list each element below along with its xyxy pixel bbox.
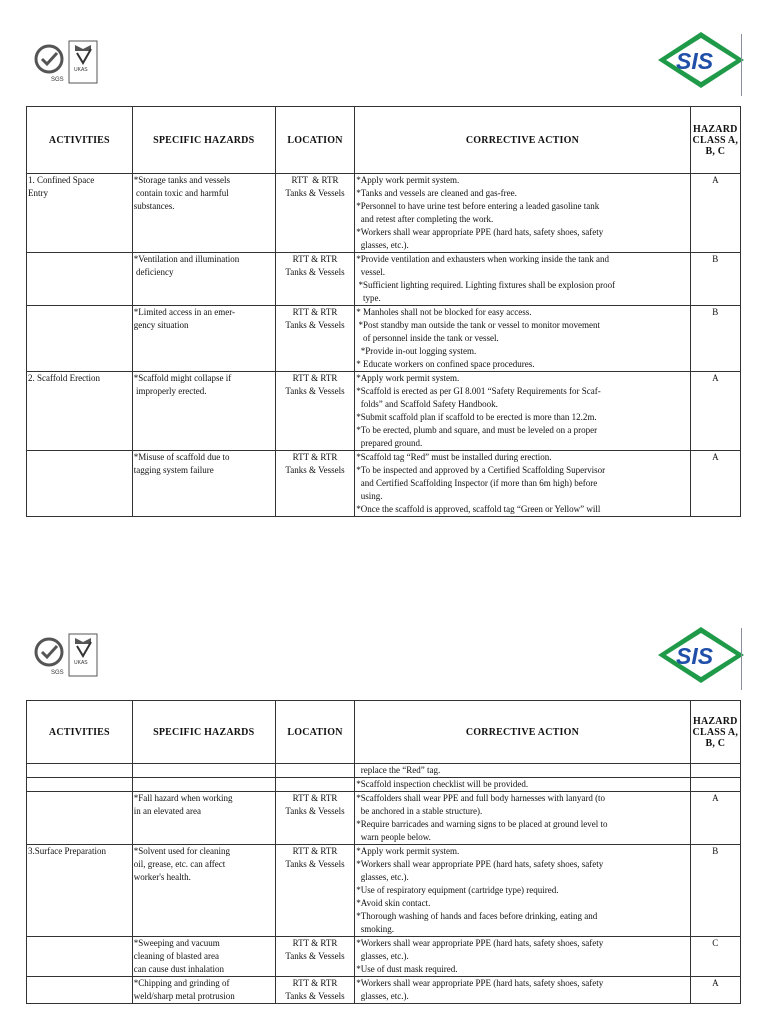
col-specific-hazards: SPECIFIC HAZARDS [132,107,275,174]
col-specific-hazards: SPECIFIC HAZARDS [132,701,275,764]
hazard-class-line: B, C [705,145,726,157]
hazard-cell [132,451,275,517]
hazard-cell-line: *Sweeping and vacuum [133,938,220,948]
hazard-class-line: HAZARD [693,123,738,135]
hazard-cell-line: gency situation [133,320,189,330]
hazard-class-line: HAZARD [693,715,738,727]
corrective-action-cell-line: *Thorough washing of hands and faces before drinking, eating and [356,911,598,921]
activity-cell-line: 3.Surface Preparation [28,846,106,856]
hazard-cell-line: cleaning of blasted area [133,951,219,961]
location-cell-line: Tanks & Vessels [285,806,345,816]
corrective-action-cell-line: *Provide in-out logging system. [356,346,477,356]
hazard-cell [132,253,275,306]
activity-cell [27,372,133,451]
header-rule [741,34,742,96]
corrective-action-cell-line: * Educate workers on confined space procedures. [356,359,535,369]
corrective-action-cell-line: glasses, etc.). [356,951,409,961]
activity-cell-line: 2. Scaffold Erection [28,373,101,383]
corrective-action-cell-line: *Workers shall wear appropriate PPE (hard hats, safety shoes, safety [356,978,604,988]
activity-cell [27,451,133,517]
corrective-action-cell-line: and Certified Scaffolding Inspector (if more than 6m high) before [356,478,598,488]
corrective-action-cell [355,174,690,253]
corrective-action-cell-line: *To be erected, plumb and square, and must be leveled on a proper [356,425,598,435]
corrective-action-cell-line: warn people below. [356,832,431,842]
continuation-text: replace the “Red” tag. [356,765,441,775]
certification-logo [33,39,101,85]
hazard-class-cell [690,845,740,937]
hazard-cell-line: *Misuse of scaffold due to [133,452,230,462]
ukas-text: UKAS [74,67,88,73]
activity-cell [27,778,133,792]
hazard-cell-line: contain toxic and harmful [133,188,229,198]
activity-cell [27,174,133,253]
hazard-class-line: CLASS A, [692,726,739,738]
hazard-class-cell [690,937,740,977]
location-cell-line: Tanks & Vessels [285,859,345,869]
location-cell [275,792,355,845]
sgs-text: SGS [51,77,64,83]
table-row [27,792,741,845]
location-cell [275,845,355,937]
corrective-action-cell-line: *Use of dust mask required. [356,964,458,974]
hazard-class-cell [690,451,740,517]
hazard-cell [132,372,275,451]
hazard-cell [132,778,275,792]
location-cell-line: RTT & RTR [292,452,338,462]
corrective-action-cell-line: *Workers shall wear appropriate PPE (hard hats, safety shoes, safety [356,938,604,948]
col-location: LOCATION [275,701,355,764]
location-cell-line: RTT & RTR [292,938,338,948]
hazard-class-line: B, C [705,737,726,749]
corrective-action-cell [355,845,690,937]
table-row [27,372,741,451]
location-cell-line: RTT & RTR [292,793,338,803]
table-row [27,253,741,306]
corrective-action-cell-line: glasses, etc.). [356,991,409,1001]
hazard-cell-line: oil, grease, etc. can affect [133,859,226,869]
hazard-cell-line: tagging system failure [133,465,214,475]
hazard-class-cell-value: A [712,175,719,185]
corrective-action-cell [355,451,690,517]
ukas-text: UKAS [74,660,88,666]
hazard-class-cell-value: B [712,846,719,856]
corrective-action-cell-line: *Tanks and vessels are cleaned and gas-free. [356,188,517,198]
table-header-row [27,701,741,764]
table-row [27,937,741,977]
location-cell-line: RTT & RTR [292,846,338,856]
sgs-text: SGS [51,670,64,676]
location-cell [275,977,355,1004]
corrective-action-cell-line: *Workers shall wear appropriate PPE (hard hats, safety shoes, safety [356,227,604,237]
activity-cell [27,845,133,937]
corrective-action-cell-line: smoking. [356,924,395,934]
hazard-cell-line: substances. [133,201,175,211]
location-cell-line: Tanks & Vessels [285,386,345,396]
location-cell-line: RTT & RTR [292,978,338,988]
corrective-action-cell [355,778,690,792]
hazard-cell-line: *Scaffold might collapse if [133,373,232,383]
sis-logo-text: SIS [676,48,714,74]
activity-cell-line: 1. Confined Space [28,175,95,185]
corrective-action-cell [355,937,690,977]
activity-cell [27,937,133,977]
corrective-action-cell-line: *Require barricades and warning signs to be placed at ground level to [356,819,608,829]
corrective-action-cell-line: using. [356,491,383,501]
hazard-cell-line: *Ventilation and illumination [133,254,240,264]
hazard-class-cell [690,174,740,253]
hazard-cell [132,977,275,1004]
corrective-action-cell-line: and retest after completing the work. [356,214,494,224]
location-cell-line: RTT & RTR [291,175,339,185]
activity-cell [27,253,133,306]
hazard-class-line: CLASS A, [692,134,739,146]
table-row [27,778,741,792]
corrective-action-cell-line: *Submit scaffold plan if scaffold to be erected is more than 12.2m. [356,412,597,422]
hazard-class-cell-value: A [712,373,719,383]
location-cell-line: RTT & RTR [292,307,338,317]
table-row [27,845,741,937]
corrective-action-cell-line: *Post standby man outside the tank or vessel to monitor movement [356,320,601,330]
hazard-class-cell-value: B [712,254,719,264]
corrective-action-cell-line: *Scaffold is erected as per GI 8.001 “Safety Requirements for Scaf- [356,386,601,396]
hazard-cell [132,174,275,253]
hazard-class-cell-value: C [712,938,719,948]
col-corrective-action: CORRECTIVE ACTION [355,701,690,764]
corrective-action-cell [355,372,690,451]
table-row [27,451,741,517]
hazard-class-cell [690,778,740,792]
corrective-action-cell-line: prepared ground. [356,438,423,448]
hazard-cell-line: improperly erected. [133,386,207,396]
table-row [27,174,741,253]
hazard-cell-line: *Chipping and grinding of [133,978,230,988]
hazard-cell-line: *Limited access in an emer- [133,307,236,317]
sis-logo [656,30,746,90]
corrective-action-cell-line: of personnel inside the tank or vessel. [356,333,499,343]
corrective-action-cell-line: *Scaffolders shall wear PPE and full body harnesses with lanyard (to [356,793,606,803]
hazard-class-cell-value: B [712,307,719,317]
corrective-action-cell-line: vessel. [356,267,386,277]
hazard-cell-line: deficiency [133,267,174,277]
corrective-action-cell-line: *Apply work permit system. [356,373,460,383]
col-hazard-class [690,107,740,174]
corrective-action-cell-line: *To be inspected and approved by a Certified Scaffolding Supervisor [356,465,606,475]
activity-cell [27,306,133,372]
corrective-action-cell [355,792,690,845]
corrective-action-cell-line: glasses, etc.). [356,240,409,250]
corrective-action-cell-line: *Scaffold tag “Red” must be installed during erection. [356,452,552,462]
corrective-action-cell [355,253,690,306]
corrective-action-cell-line: *Once the scaffold is approved, scaffold tag “Green or Yellow” will [356,504,601,514]
location-cell [275,451,355,517]
corrective-action-cell-line: * Manholes shall not be blocked for easy access. [356,307,532,317]
corrective-action-cell-line: *Use of respiratory equipment (cartridge type) required. [356,885,559,895]
hazard-class-cell-value: A [712,452,719,462]
location-cell [275,253,355,306]
header-rule [741,628,742,690]
document-page-2 [0,600,768,1024]
col-location: LOCATION [275,107,355,174]
location-cell-line: Tanks & Vessels [285,991,345,1001]
col-corrective-action: CORRECTIVE ACTION [355,107,690,174]
activity-cell-line: Entry [28,188,48,198]
sis-logo [656,625,746,685]
hazard-cell-line: worker's health. [133,872,191,882]
hazard-cell [132,792,275,845]
col-activities: ACTIVITIES [27,107,133,174]
location-cell-line: RTT & RTR [292,254,338,264]
corrective-action-cell-line: *Apply work permit system. [356,846,460,856]
hazard-class-cell-value: A [712,793,719,803]
location-cell-line: Tanks & Vessels [285,320,345,330]
corrective-action-cell-line: *Scaffold inspection checklist will be provided. [356,779,529,789]
hazard-class-cell [690,372,740,451]
corrective-action-cell-line: *Avoid skin contact. [356,898,431,908]
hazard-table-page-2 [26,700,741,1004]
hazard-class-cell [690,253,740,306]
corrective-action-cell-line: *Apply work permit system. [356,175,460,185]
location-cell-line: RTT & RTR [292,373,338,383]
location-cell [275,778,355,792]
corrective-action-cell [355,977,690,1004]
hazard-cell [132,937,275,977]
certification-logo [33,632,101,678]
hazard-table-page-1 [26,106,741,517]
col-hazard-class [690,701,740,764]
hazard-class-cell [690,977,740,1004]
hazard-cell-line: *Solvent used for cleaning [133,846,230,856]
sis-logo-text: SIS [676,643,714,669]
continuation-row [27,764,741,778]
corrective-action-cell-line: folds” and Scaffold Safety Handbook. [356,399,498,409]
corrective-action-cell-line: type. [356,293,381,303]
corrective-action-cell [355,306,690,372]
location-cell [275,174,355,253]
hazard-class-cell [690,792,740,845]
location-cell-line: Tanks & Vessels [285,267,345,277]
corrective-action-cell-line: glasses, etc.). [356,872,409,882]
corrective-action-cell-line: *Workers shall wear appropriate PPE (hard hats, safety shoes, safety [356,859,604,869]
location-cell [275,372,355,451]
hazard-cell [132,306,275,372]
table-row [27,306,741,372]
corrective-action-cell-line: *Provide ventilation and exhausters when working inside the tank and [356,254,609,264]
location-cell-line: Tanks & Vessels [285,188,345,198]
location-cell [275,937,355,977]
hazard-class-cell [690,306,740,372]
location-cell-line: Tanks & Vessels [285,465,345,475]
activity-cell [27,792,133,845]
hazard-cell-line: weld/sharp metal protrusion [133,991,235,1001]
table-header-row [27,107,741,174]
table-row [27,977,741,1004]
location-cell [275,306,355,372]
corrective-action-cell-line: *Sufficient lighting required. Lighting fixtures shall be explosion proof [356,280,616,290]
hazard-cell-line: *Storage tanks and vessels [133,175,230,185]
hazard-cell-line: can cause dust inhalation [133,964,224,974]
col-activities: ACTIVITIES [27,701,133,764]
corrective-action-cell-line: be anchored in a stable structure). [356,806,483,816]
hazard-class-cell-value: A [712,978,719,988]
hazard-cell-line: *Fall hazard when working [133,793,233,803]
activity-cell [27,977,133,1004]
hazard-cell-line: in an elevated area [133,806,201,816]
corrective-action-cell-line: *Personnel to have urine test before entering a leaded gasoline tank [356,201,600,211]
location-cell-line: Tanks & Vessels [285,951,345,961]
hazard-cell [132,845,275,937]
